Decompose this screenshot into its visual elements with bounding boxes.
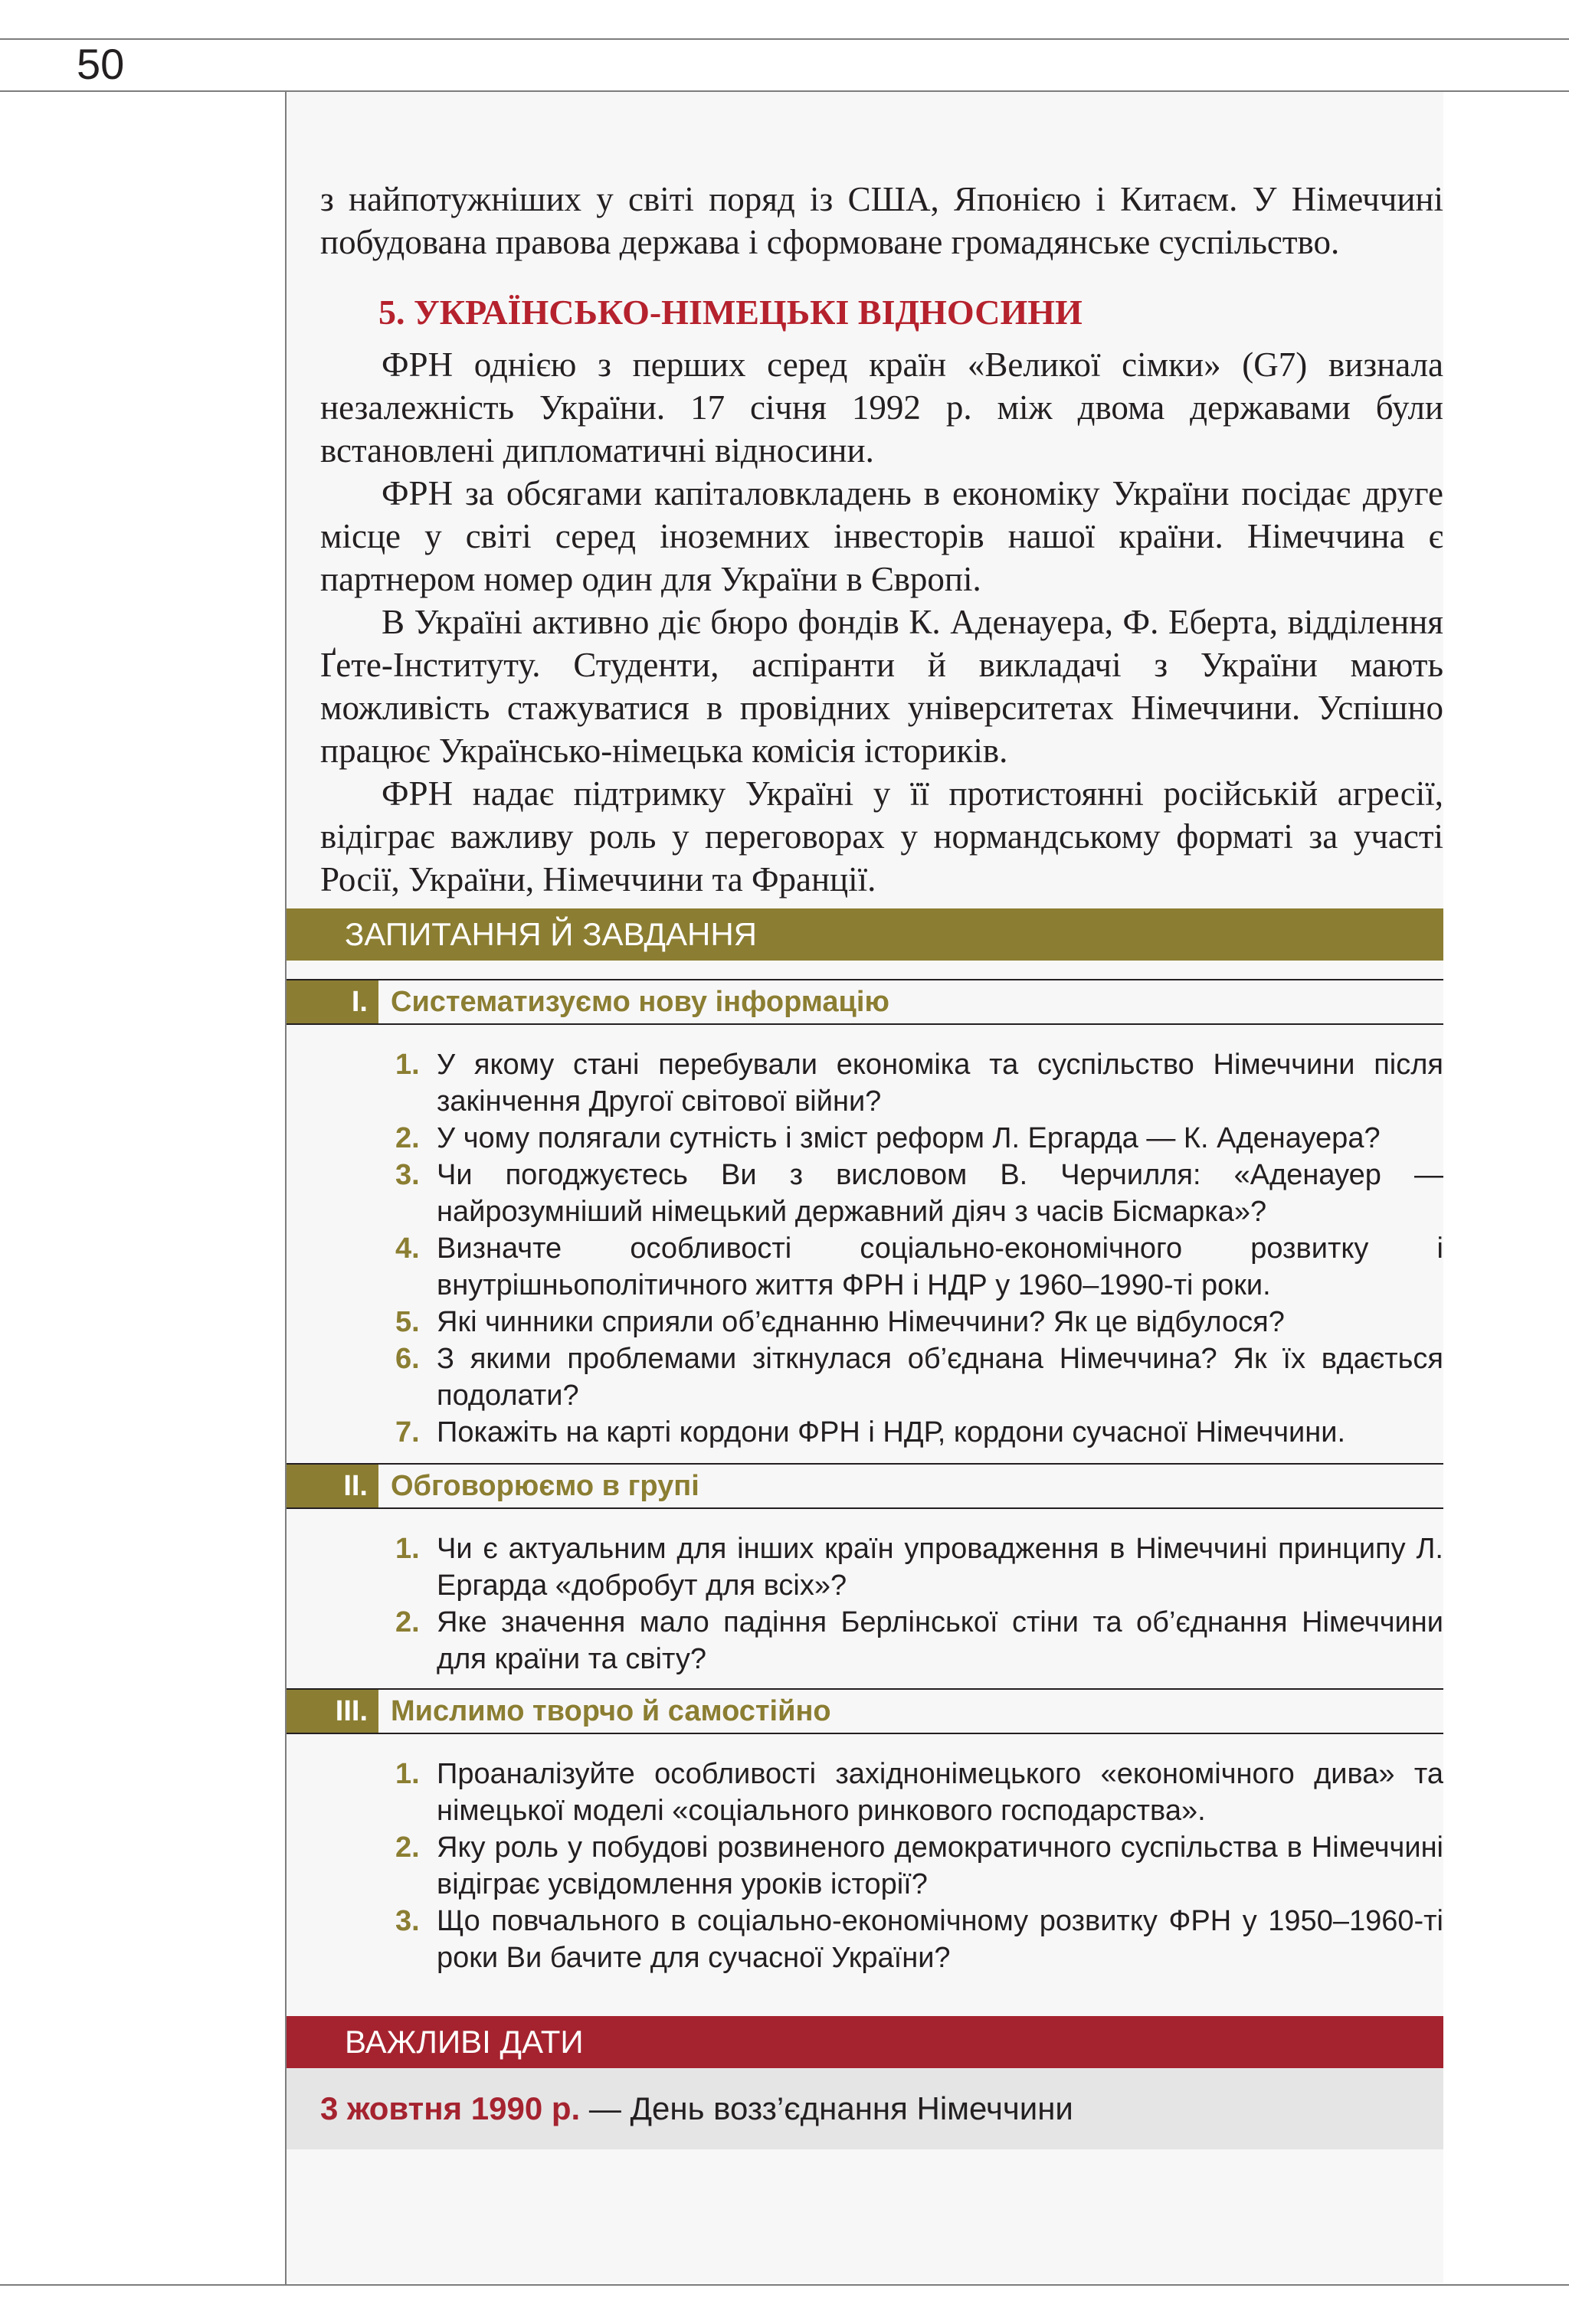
question-number: 7. xyxy=(395,1416,420,1448)
question-number: 6. xyxy=(395,1343,420,1375)
question-text: Які чинники сприяли об’єднанню Німеччини? Як це відбулося? xyxy=(437,1306,1285,1338)
page-number: 50 xyxy=(77,40,125,88)
question-item xyxy=(395,1230,1443,1304)
question-number: 2. xyxy=(395,1831,420,1864)
top-rule xyxy=(0,38,1569,40)
question-number: 1. xyxy=(395,1533,420,1565)
question-text: Що повчального в соціально-економічному розвитку ФРН у 1950–1960-ті роки Ви бачите для сучасної України? xyxy=(437,1905,1443,1974)
question-text: Визначте особливості соціально-економічного розвитку і внутрішньополітичного життя ФРН і НДР у 1960–1990-ті роки. xyxy=(437,1232,1443,1301)
question-item xyxy=(395,1340,1443,1414)
questions-banner: ЗАПИТАННЯ Й ЗАВДАННЯ xyxy=(287,908,1443,961)
question-item xyxy=(395,1120,1443,1157)
question-group-header xyxy=(287,1688,1443,1733)
intro-paragraph xyxy=(320,178,1443,263)
section-paragraph: В Україні активно діє бюро фондів К. Аденауера, Ф. Еберта, відділення Ґете-Інституту. Студенти, аспіранти й викладачі з України мають можливість стажуватися в провідних університетах Німеччини. Успішно працює Українсько-німецька комісія істориків. xyxy=(320,603,1443,770)
group-title: Мислимо творчо й самостійно xyxy=(391,1695,831,1727)
question-item xyxy=(395,1304,1443,1340)
question-number: 3. xyxy=(395,1159,420,1191)
question-text: Чи є актуальним для інших країн упровадження в Німеччині принципу Л. Ергарда «добробут для всіх»? xyxy=(437,1533,1443,1602)
bottom-rule xyxy=(0,2284,1569,2286)
question-number: 5. xyxy=(395,1306,420,1338)
date-value: 3 жовтня 1990 р. xyxy=(320,2090,581,2126)
question-text: Яку роль у побудові розвиненого демократичного суспільства в Німеччині відіграє усвідомлення уроків історії? xyxy=(437,1831,1443,1900)
question-list xyxy=(395,1046,1443,1451)
question-text: У чому полягали сутність і зміст реформ Л. Ергарда — К. Аденауера? xyxy=(437,1122,1381,1154)
question-number: 3. xyxy=(395,1905,420,1937)
question-item xyxy=(395,1414,1443,1451)
intro-text: з найпотужніших у світі поряд із США, Японією і Китаєм. У Німеччині побудована правова держава і сформоване громадянське суспільство. xyxy=(320,180,1443,261)
question-group-header xyxy=(287,1463,1443,1507)
group-title: Обговорюємо в групі xyxy=(391,1470,699,1502)
question-text: Чи погоджуєтесь Ви з висловом В. Черчилля: «Аденауер — найрозумніший німецький державний діяч з часів Бісмарка»? xyxy=(437,1159,1443,1228)
group-title: Систематизуємо нову інформацію xyxy=(391,986,889,1018)
group-number: III. xyxy=(287,1690,378,1733)
section-paragraph: ФРН за обсягами капіталовкладень в економіку України посідає друге місце у світі серед іноземних інвесторів нашої країни. Німеччина є партнером номер один для України в Європі. xyxy=(320,474,1443,598)
question-item xyxy=(395,1829,1443,1903)
question-number: 4. xyxy=(395,1232,420,1265)
question-item xyxy=(395,1530,1443,1604)
group-number: I. xyxy=(287,980,378,1023)
question-number: 2. xyxy=(395,1122,420,1154)
date-entry xyxy=(287,2068,1443,2149)
group-rule xyxy=(287,1023,1443,1025)
section-paragraph: ФРН однією з перших серед країн «Великої сімки» (G7) визнала незалежність України. 17 січня 1992 р. між двома державами були встановлені дипломатичні відносини. xyxy=(320,345,1443,470)
question-item xyxy=(395,1157,1443,1230)
section-title: 5. УКРАЇНСЬКО-НІМЕЦЬКІ ВІДНОСИНИ xyxy=(378,293,1083,332)
group-rule xyxy=(287,1733,1443,1734)
question-group-header xyxy=(287,979,1443,1023)
question-text: Покажіть на карті кордони ФРН і НДР, кордони сучасної Німеччини. xyxy=(437,1416,1346,1448)
question-item xyxy=(395,1756,1443,1829)
question-number: 1. xyxy=(395,1758,420,1790)
question-text: У якому стані перебували економіка та суспільство Німеччини після закінчення Другої світової війни? xyxy=(437,1049,1443,1118)
group-rule xyxy=(287,1507,1443,1509)
dates-banner: ВАЖЛИВІ ДАТИ xyxy=(287,2016,1443,2068)
question-list xyxy=(395,1530,1443,1678)
date-description: — День возз’єднання Німеччини xyxy=(580,2090,1073,2126)
question-text: Яке значення мало падіння Берлінської стіни та об’єднання Німеччини для країни та світу? xyxy=(437,1606,1443,1675)
question-item xyxy=(395,1903,1443,1976)
question-number: 2. xyxy=(395,1606,420,1638)
question-text: З якими проблемами зіткнулася об’єднана Німеччина? Як їх вдається подолати? xyxy=(437,1343,1443,1412)
group-number: II. xyxy=(287,1465,378,1507)
question-text: Проаналізуйте особливості західнонімецького «економічного дива» та німецької моделі «соціального ринкового господарства». xyxy=(437,1758,1443,1827)
question-list xyxy=(395,1756,1443,1976)
question-item xyxy=(395,1046,1443,1120)
section-paragraph: ФРН надає підтримку Україні у її протистоянні російській агресії, відіграє важливу роль у переговорах у нормандському форматі за участі Росії, України, Німеччини та Франції. xyxy=(320,774,1443,899)
question-item xyxy=(395,1604,1443,1678)
question-number: 1. xyxy=(395,1049,420,1081)
section-body xyxy=(320,343,1443,901)
